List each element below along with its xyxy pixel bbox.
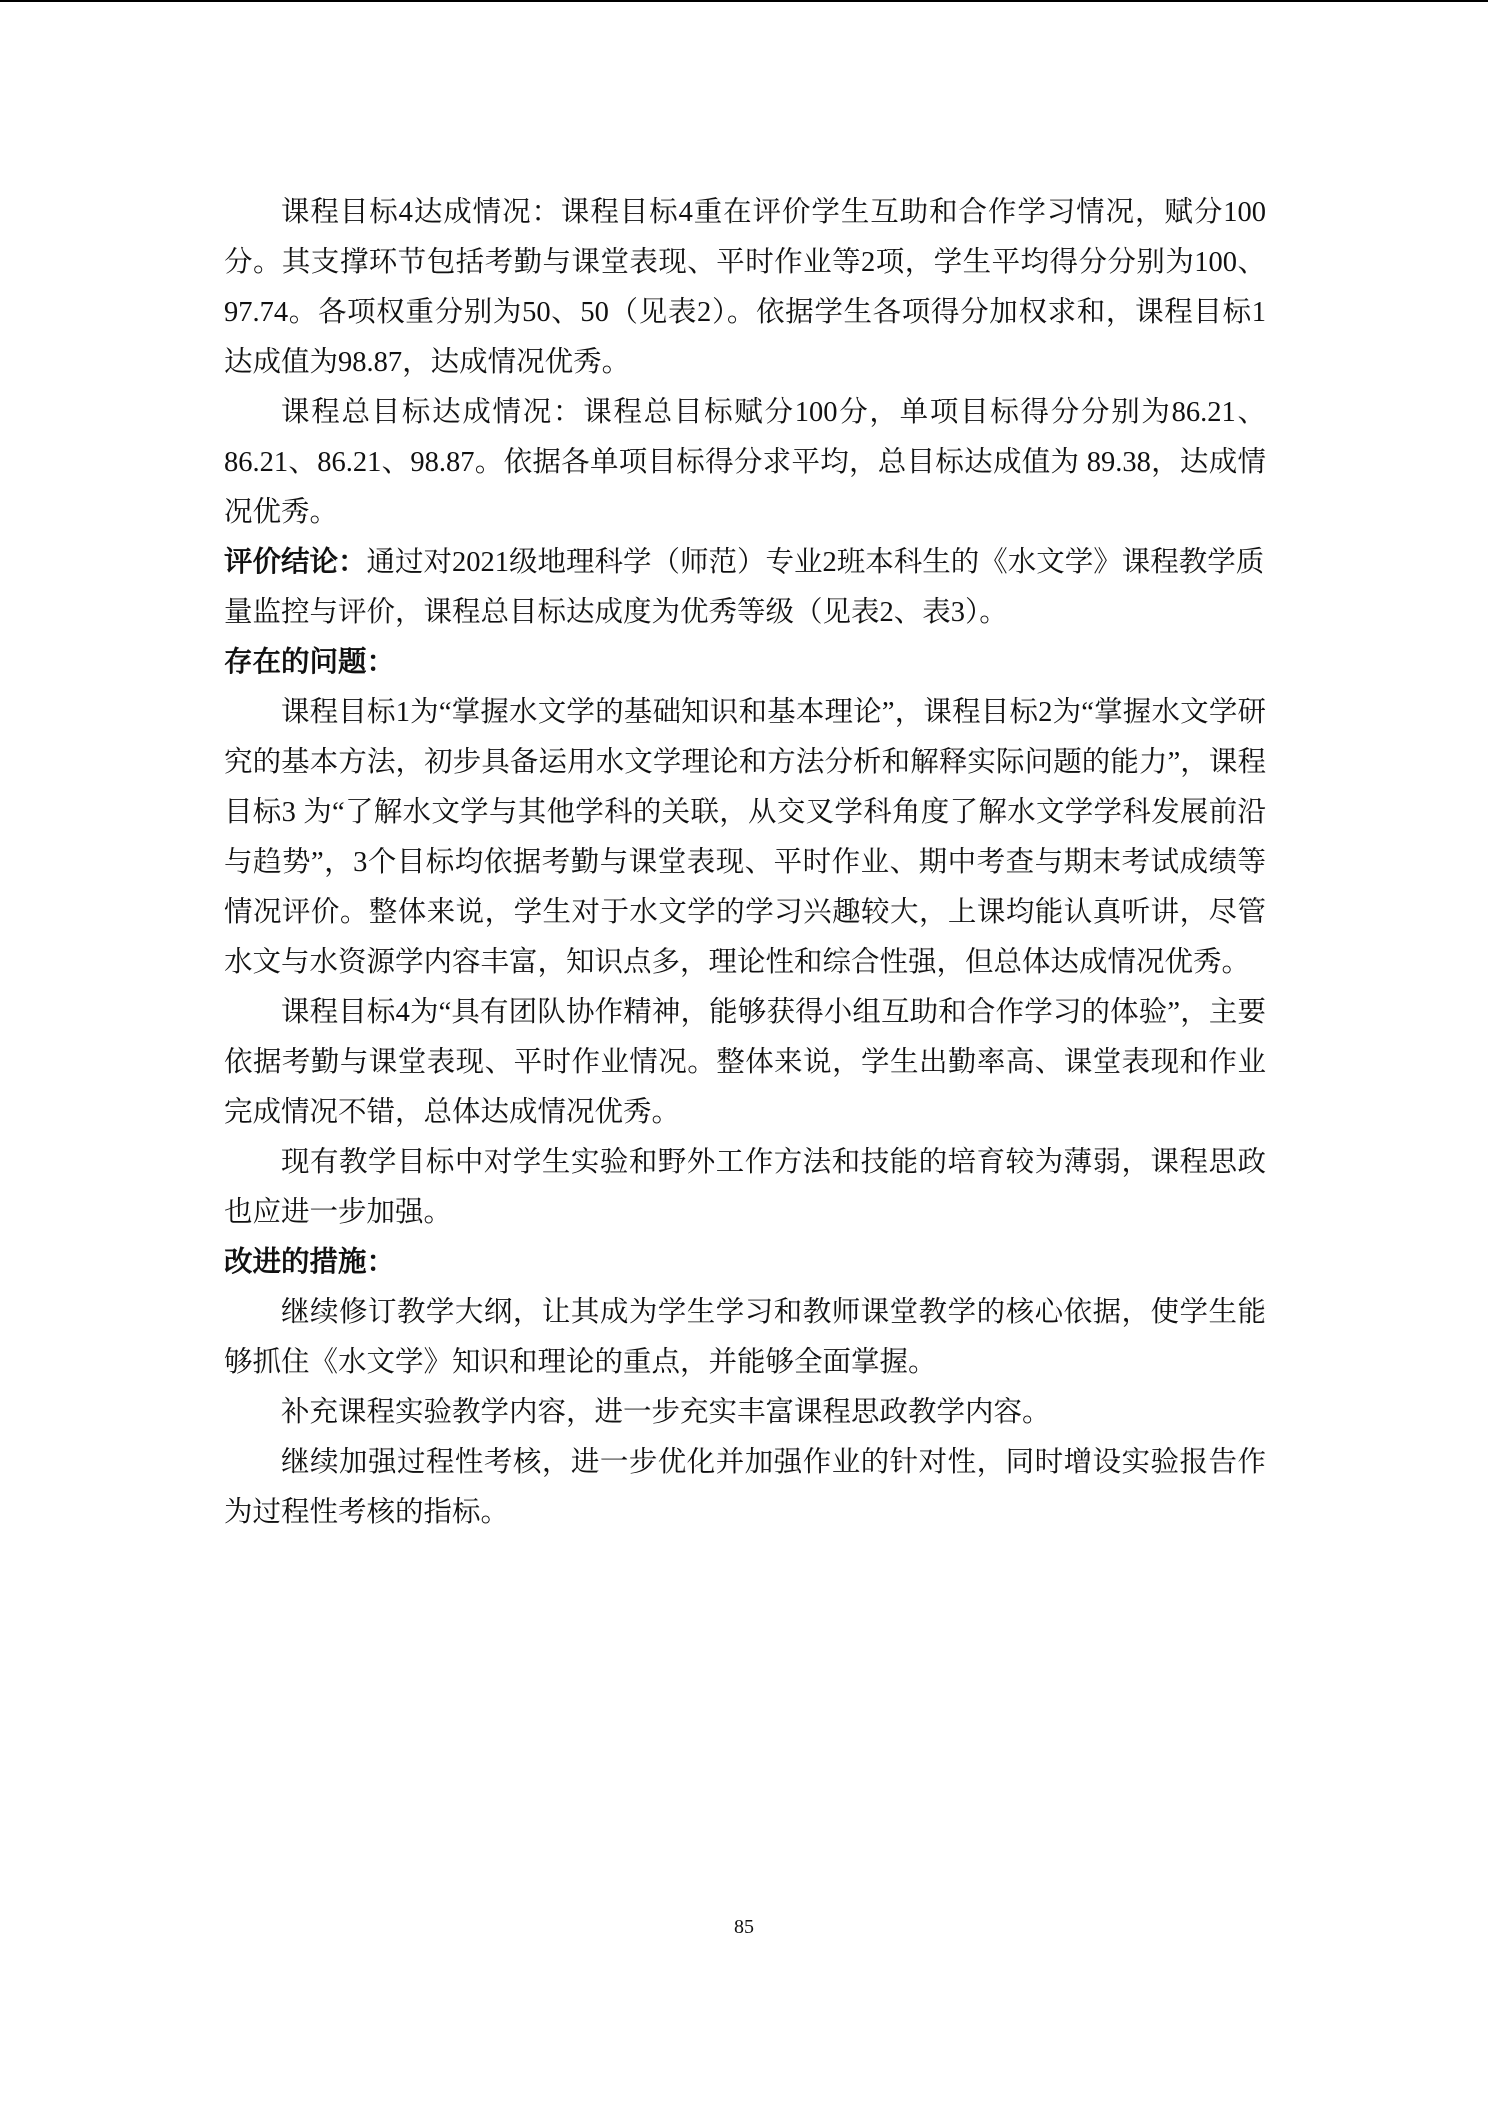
paragraph-measure-experiments: 补充课程实验教学内容，进一步充实丰富课程思政教学内容。 <box>281 1397 1051 1428</box>
page-content <box>224 188 1266 1538</box>
paragraph-measure-syllabus: 继续修订教学大纲，让其成为学生学习和教师课堂教学的核心依据，使学生能够抓住《水文学》知识和理论的重点，并能够全面掌握。 <box>224 1297 1266 1378</box>
paragraph-problems-weakness: 现有教学目标中对学生实验和野外工作方法和技能的培育较为薄弱，课程思政也应进一步加强。 <box>224 1147 1266 1228</box>
evaluation-conclusion <box>224 538 1266 638</box>
page-number: 85 <box>734 1916 754 1938</box>
paragraph-total-goal-achievement: 课程总目标达成情况：课程总目标赋分100分，单项目标得分分别为86.21、86.21、86.21、98.87。依据各单项目标得分求平均，总目标达成值为 89.38，达成情况优秀。 <box>224 397 1266 528</box>
evaluation-label: 评价结论： <box>224 547 367 578</box>
problems-heading: 存在的问题： <box>224 647 396 678</box>
paragraph-goal4-achievement: 课程目标4达成情况：课程目标4重在评价学生互助和合作学习情况，赋分100分。其支撑环节包括考勤与课堂表现、平时作业等2项，学生平均得分分别为100、97.74。各项权重分别为50、50（见表2）。依据学生各项得分加权求和，课程目标1达成值为98.87，达成情况优秀。 <box>224 197 1266 378</box>
paragraph-measure-assessment: 继续加强过程性考核，进一步优化并加强作业的针对性，同时增设实验报告作为过程性考核的指标。 <box>224 1447 1266 1528</box>
measures-heading: 改进的措施： <box>224 1247 396 1278</box>
paragraph-problems-goal-4: 课程目标4为“具有团队协作精神，能够获得小组互助和合作学习的体验”，主要依据考勤与课堂表现、平时作业情况。整体来说，学生出勤率高、课堂表现和作业完成情况不错，总体达成情况优秀。 <box>224 997 1266 1128</box>
paragraph-problems-goals-1-3: 课程目标1为“掌握水文学的基础知识和基本理论”，课程目标2为“掌握水文学研究的基本方法，初步具备运用水文学理论和方法分析和解释实际问题的能力”，课程目标3 为“了解水文学与其他学科的关联，从交叉学科角度了解水文学学科发展前沿与趋势”，3个目标均依据考勤与课堂表现、平时作业、期中考查与期末考试成绩等情况评价。整体来说，学生对于水文学的学习兴趣较大，上课均能认真听讲，尽管水文与水资源学内容丰富，知识点多，理论性和综合性强，但总体达成情况优秀。 <box>224 697 1266 978</box>
evaluation-text: 通过对2021级地理科学（师范）专业2班本科生的《水文学》课程教学质量监控与评价，课程总目标达成度为优秀等级（见表2、表3）。 <box>224 547 1265 628</box>
